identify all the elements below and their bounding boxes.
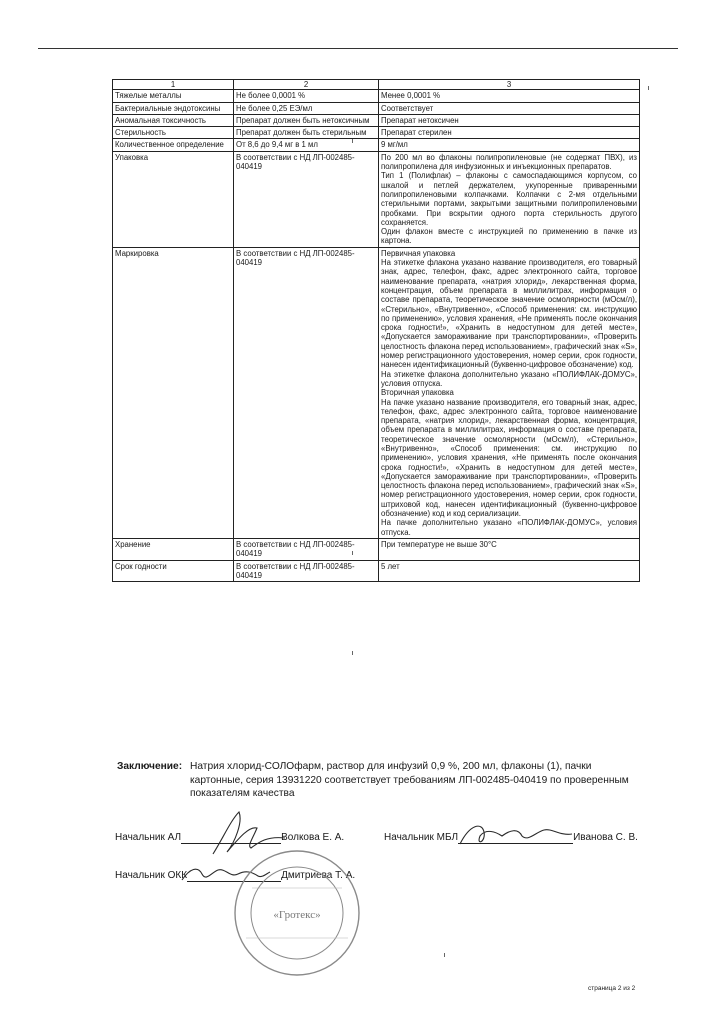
signer-title: Начальник МБЛ bbox=[384, 832, 459, 843]
table-row-shelf-life bbox=[113, 560, 640, 582]
row-result: Препарат стерилен bbox=[379, 127, 640, 139]
row-name: Маркировка bbox=[113, 247, 234, 538]
conclusion-label: Заключение: bbox=[117, 761, 183, 772]
page-number: страница 2 из 2 bbox=[588, 985, 636, 992]
primary-packaging-title: Первичная упаковка bbox=[381, 248, 456, 258]
row-name: Хранение bbox=[113, 538, 234, 560]
table-row-packaging bbox=[113, 151, 640, 247]
row-name: Стерильность bbox=[113, 127, 234, 139]
table-header-row bbox=[113, 80, 640, 90]
conclusion-text: Натрия хлорид-СОЛОфарм, раствор для инфузий 0,9 %, 200 мл, флаконы (1), пачки картонные, серия 13931220 соответствует требованиям ЛП-002485-040419 по проверенным показателям качества bbox=[190, 761, 629, 800]
signature-mbl bbox=[384, 832, 638, 844]
table-row bbox=[113, 114, 640, 126]
table-row bbox=[113, 139, 640, 151]
row-name: Количественное определение bbox=[113, 139, 234, 151]
row-result: 5 лет bbox=[379, 560, 640, 582]
packaging-paragraph: Тип 1 (Полифлак) – флаконы с самоспадающимся корпусом, со шкалой и петлей держателем, укупоренные приваренными полипропиленовыми колпачками. Колпачки с 2-мя отдельными стерильными портами, закрытыми защитными полипропиленовыми пробками. При вскрытии одного порта стерильность другого сохраняется. bbox=[381, 171, 637, 227]
stamp-icon bbox=[232, 848, 362, 978]
row-norm: В соответствии с НД ЛП-002485-040419 bbox=[234, 247, 379, 538]
signer-title: Начальник ОКК bbox=[115, 870, 188, 881]
row-norm: В соответствии с НД ЛП-002485-040419 bbox=[234, 560, 379, 582]
table-row bbox=[113, 90, 640, 102]
signer-name: Волкова Е. А. bbox=[281, 832, 345, 843]
row-result: Менее 0,0001 % bbox=[379, 90, 640, 102]
spec-table bbox=[112, 79, 640, 582]
row-result: Препарат нетоксичен bbox=[379, 114, 640, 126]
row-norm: От 8,6 до 9,4 мг в 1 мл bbox=[234, 139, 379, 151]
packaging-paragraph: Один флакон вместе с инструкцией по применению в пачке из картона. bbox=[381, 227, 637, 246]
row-result: 9 мг/мл bbox=[379, 139, 640, 151]
row-name: Упаковка bbox=[113, 151, 234, 247]
header-cell: 3 bbox=[379, 80, 640, 90]
primary-packaging-extra: На этикетке флакона дополнительно указано «ПОЛИФЛАК-ДОМУС», условия отпуска. bbox=[381, 369, 637, 388]
table-row bbox=[113, 127, 640, 139]
signature-al bbox=[115, 832, 344, 844]
row-norm: В соответствии с НД ЛП-002485-040419 bbox=[234, 538, 379, 560]
signer-title: Начальник АЛ bbox=[115, 832, 182, 843]
primary-packaging-text: На этикетке флакона указано название производителя, его товарный знак, адрес, телефон, факс, адрес электронного сайта, торговое наименование препарата, «натрия хлорид», лекарственная форма, концентрация, объем препарата в миллилитрах, информация о составе препарата, теоретическое значение осмолярности (мОсм/л), «Стерильно», «Внутривенно», «Способ применения: см. инструкцию по применению», условия хранения, «Не применять после окончания срока годности!», «Хранить в недоступном для детей месте», «Допускается замораживание при транспортировании», «Проверить целостность флакона перед использованием», графический знак «S», номер регистрационного удостоверения, номер серии, срок годности, нанесен идентификационный (буквенно-цифровое обозначение) код. bbox=[381, 258, 637, 370]
row-norm: Не более 0,0001 % bbox=[234, 90, 379, 102]
packaging-result bbox=[379, 151, 640, 247]
marking-result bbox=[379, 247, 640, 538]
row-result: Соответствует bbox=[379, 102, 640, 114]
row-name: Бактериальные эндотоксины bbox=[113, 102, 234, 114]
secondary-packaging-title: Вторичная упаковка bbox=[381, 388, 454, 398]
secondary-packaging-text: На пачке указано название производителя, его товарный знак, адрес, телефон, факс, адрес электронного сайта, торговое наименование препарата, «натрия хлорид», лекарственная форма, концентрация, объем препарата в миллилитрах, информация о составе препарата, теоретическое значение осмолярности (мОсм/л), «Стерильно», «Внутривенно», «Способ применения: см. инструкцию по применению», условия хранения, «Не применять после окончания срока годности!», «Хранить в недоступном для детей месте», «Допускается замораживание при транспортировании», «Проверить целостность флакона перед использованием», графический знак «S», номер регистрационного удостоверения, номер серии, срок годности, штриховой код, нанесен идентификационный (буквенно-цифровое обозначение) код и код сериализации. bbox=[381, 397, 637, 519]
row-norm: Не более 0,25 ЕЭ/мл bbox=[234, 102, 379, 114]
row-norm: Препарат должен быть стерильным bbox=[234, 127, 379, 139]
signer-name: Дмитриева Т. А. bbox=[281, 870, 356, 881]
table-row-storage bbox=[113, 538, 640, 560]
row-norm: Препарат должен быть нетоксичным bbox=[234, 114, 379, 126]
row-result: При температуре не выше 30°С bbox=[379, 538, 640, 560]
header-cell: 2 bbox=[234, 80, 379, 90]
top-rule bbox=[38, 48, 678, 49]
row-name: Аномальная токсичность bbox=[113, 114, 234, 126]
row-name: Срок годности bbox=[113, 560, 234, 582]
header-cell: 1 bbox=[113, 80, 234, 90]
stamp-center-text: «Гротекс» bbox=[273, 909, 321, 921]
secondary-packaging-extra: На пачке дополнительно указано «ПОЛИФЛАК-ДОМУС», условия отпуска. bbox=[381, 518, 637, 537]
signer-name: Иванова С. В. bbox=[573, 832, 638, 843]
table-row-marking bbox=[113, 247, 640, 538]
row-norm: В соответствии с НД ЛП-002485-040419 bbox=[234, 151, 379, 247]
row-name: Тяжелые металлы bbox=[113, 90, 234, 102]
packaging-paragraph: По 200 мл во флаконы полипропиленовые (не содержат ПВХ), из полипропилена для инфузионных и инъекционных препаратов. bbox=[381, 152, 637, 172]
table-row bbox=[113, 102, 640, 114]
